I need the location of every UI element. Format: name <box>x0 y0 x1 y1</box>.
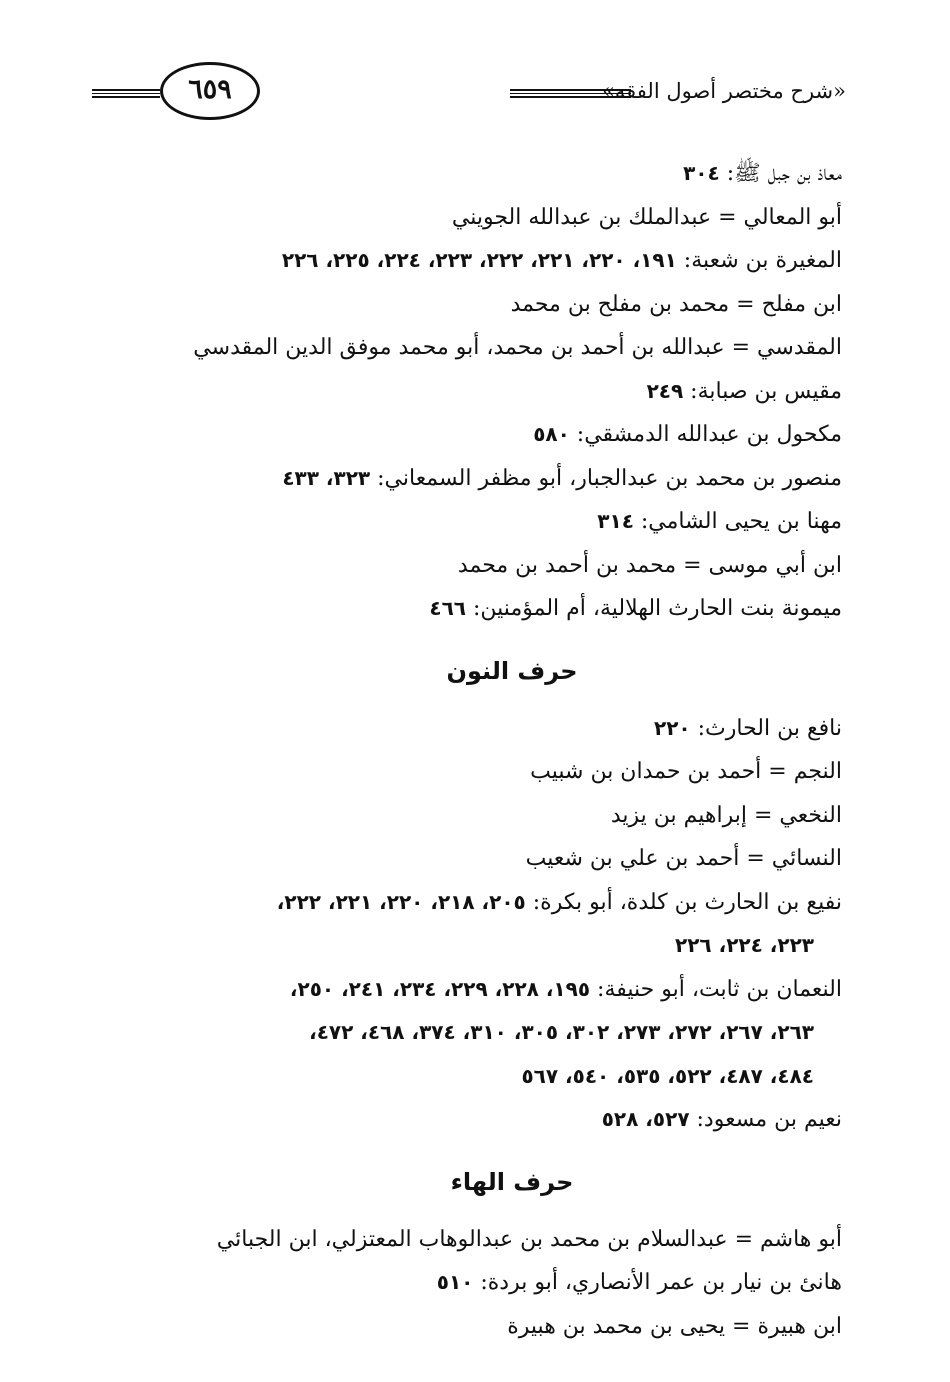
entry-name: هانئ بن نيار بن عمر الأنصاري، أبو بردة: <box>473 1270 842 1295</box>
index-entry <box>92 283 842 327</box>
index-entry-continuation <box>92 1055 842 1099</box>
entry-name: معاذ بن جبل ﷺ: <box>719 161 842 186</box>
section-nun <box>92 707 842 1142</box>
entry-pages: ٢٤٩ <box>646 378 684 403</box>
section-ha <box>92 1218 842 1349</box>
index-entry <box>92 413 842 457</box>
index-entry <box>92 1261 842 1305</box>
entry-pages: ١٩٥، ٢٢٨، ٢٢٩، ٢٣٤، ٢٤١، ٢٥٠، <box>289 976 591 1001</box>
index-entry <box>92 196 842 240</box>
entry-pages: ٥٨٠ <box>533 422 570 446</box>
entry-name: النعمان بن ثابت، أبو حنيفة: <box>590 976 842 1002</box>
entry-name: ابن أبي موسى = محمد بن أحمد بن محمد <box>457 552 842 578</box>
index-entry <box>92 370 842 414</box>
entry-name: منصور بن محمد بن عبدالجبار، أبو مظفر السمعاني: <box>370 465 842 491</box>
index-content <box>92 152 842 1348</box>
index-entry <box>92 544 842 588</box>
section-heading-nun: حرف النون <box>446 656 578 685</box>
index-entry <box>92 239 842 283</box>
index-entry <box>92 1098 842 1142</box>
entry-name: أبو هاشم = عبدالسلام بن محمد بن عبدالوهاب المعتزلي، ابن الجبائي <box>216 1226 842 1252</box>
index-entry <box>92 587 842 631</box>
entry-name: المقدسي = عبدالله بن أحمد بن محمد، أبو محمد موفق الدين المقدسي <box>193 335 842 360</box>
section-heading-ha: حرف الهاء <box>450 1167 574 1196</box>
entry-pages: ٢٠٥، ٢١٨، ٢٢٠، ٢٢١، ٢٢٢، <box>276 889 526 914</box>
entry-pages: ٥٢٧، ٥٢٨ <box>601 1107 690 1131</box>
index-entry <box>92 457 842 501</box>
entry-name: مهنا بن يحيى الشامي: <box>633 509 842 534</box>
entry-name: ميمونة بنت الحارث الهلالية، أم المؤمنين: <box>466 596 842 621</box>
index-entry <box>92 152 842 196</box>
index-entry <box>92 968 842 1012</box>
entry-name: النجم = أحمد بن حمدان بن شبيب <box>530 759 842 784</box>
entry-name: ابن هبيرة = يحيى بن محمد بن هبيرة <box>507 1313 842 1339</box>
index-entry <box>92 500 842 544</box>
index-entry <box>92 794 842 838</box>
entry-pages: ٣١٤ <box>597 509 634 533</box>
entry-name: أبو المعالي = عبدالملك بن عبدالله الجويني <box>451 204 842 230</box>
entry-name: المغيرة بن شعبة: <box>676 248 842 273</box>
entry-name: نفيع بن الحارث بن كلدة، أبو بكرة: <box>525 889 842 915</box>
page-header <box>92 62 846 126</box>
entry-name: نافع بن الحارث: <box>690 715 842 741</box>
entry-name: نعيم بن مسعود: <box>689 1107 842 1132</box>
entry-pages: ٤٨٤، ٤٨٧، ٥٢٢، ٥٣٥، ٥٤٠، ٥٦٧ <box>521 1063 814 1088</box>
running-title: «شرح مختصر أصول الفقه» <box>602 79 846 103</box>
index-entry <box>92 326 842 370</box>
entry-pages: ٤٦٦ <box>429 596 467 620</box>
entry-name: مكحول بن عبدالله الدمشقي: <box>569 422 842 447</box>
entry-name: مقيس بن صبابة: <box>683 378 842 404</box>
index-entry <box>92 750 842 794</box>
entry-name: النسائي = أحمد بن علي بن شعيب <box>525 846 842 871</box>
index-entry <box>92 1218 842 1262</box>
entry-pages: ٢٦٣، ٢٦٧، ٢٧٢، ٢٧٣، ٣٠٢، ٣٠٥، ٣١٠، ٣٧٤، ٤٦٨، ٤٧٢، <box>309 1020 814 1044</box>
entry-name: النخعي = إبراهيم بن يزيد <box>610 802 842 828</box>
section-mim <box>92 152 842 631</box>
header-rule-right <box>510 89 631 98</box>
index-entry <box>92 881 842 925</box>
index-entry-continuation <box>92 924 842 968</box>
header-rule-left <box>92 89 160 98</box>
page-number: ٦٥٩ <box>160 62 260 120</box>
index-entry <box>92 707 842 751</box>
entry-pages: ٢٢٣، ٢٢٤، ٢٢٦ <box>675 933 814 957</box>
index-entry-continuation <box>92 1011 842 1055</box>
entry-pages: ٢٢٠ <box>654 715 691 740</box>
entry-pages: ٥١٠ <box>436 1270 474 1294</box>
entry-pages: ٣٠٤ <box>683 161 720 185</box>
index-entry <box>92 837 842 881</box>
index-entry <box>92 1305 842 1349</box>
entry-pages: ١٩١، ٢٢٠، ٢٢١، ٢٢٢، ٢٢٣، ٢٢٤، ٢٢٥، ٢٢٦ <box>281 248 677 272</box>
entry-pages: ٣٢٣، ٤٣٣ <box>282 465 371 490</box>
entry-name: ابن مفلح = محمد بن مفلح بن محمد <box>510 291 842 317</box>
